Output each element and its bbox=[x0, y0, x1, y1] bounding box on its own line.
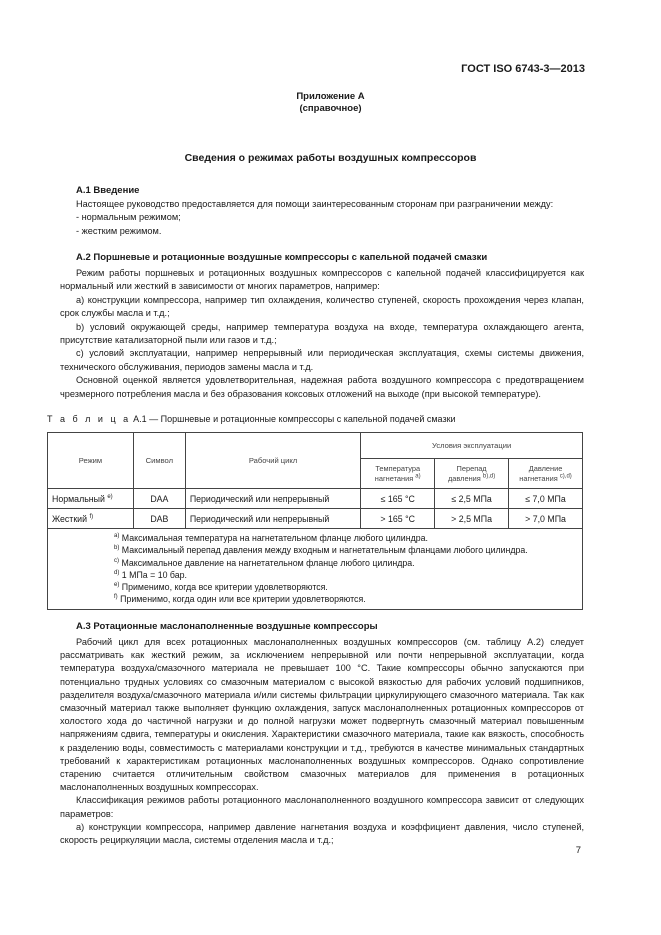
list-item: а) конструкции компрессора, например тип охлаждения, количество ступеней, скорость прохождения через клапан, срок службы масла и т.д.; bbox=[60, 294, 584, 319]
header-cycle: Рабочий цикл bbox=[185, 433, 360, 489]
list-item: b) условий окружающей среды, например температура воздуха на входе, температура охлаждающего агента, присутствие катализаторной пыли или газов и т.д.; bbox=[60, 321, 584, 346]
header-conditions: Условия эксплуатации bbox=[361, 433, 583, 459]
header-pressure-drop: Перепад давления $^{b),d)}$ bbox=[435, 459, 509, 489]
section-a3-heading: A.3 Ротационные маслонаполненные воздушные компрессоры bbox=[76, 621, 378, 632]
header-mode: Режим bbox=[48, 433, 134, 489]
table-note: $^{d)}$ 1 МПа = 10 бар. bbox=[114, 569, 187, 580]
list-item: а) конструкции компрессора, например давление нагнетания воздуха и коэффициент давления, число ступеней, скорость рециркуляции масла, системы отделения масла и т.д.; bbox=[60, 821, 584, 846]
list-item: - жестким режимом. bbox=[76, 225, 162, 236]
section-a2-heading: A.2 Поршневые и ротационные воздушные компрессоры с капельной подачей смазки bbox=[76, 252, 488, 263]
header-temperature: Температура нагнетания $^{а)}$ bbox=[361, 459, 435, 489]
appendix-title: Приложение А bbox=[296, 91, 365, 102]
header-symbol: Символ bbox=[133, 433, 185, 489]
section-a1-heading: A.1 Введение bbox=[76, 185, 140, 196]
section-a1-paragraph: Настоящее руководство предоставляется для помощи заинтересованным сторонам при разграничении между: bbox=[76, 199, 554, 209]
cell-temperature: ≤ 165 °С bbox=[361, 489, 435, 509]
cell-temperature: > 165 °С bbox=[361, 509, 435, 529]
section-a1-body bbox=[60, 198, 584, 238]
list-item: c) условий эксплуатации, например непрерывный или периодическая эксплуатация, схемы системы движения, технического обслуживания, периодов замены масла и т.д. bbox=[60, 348, 584, 372]
cell-mode: Жесткий $^{f)}$ bbox=[48, 509, 134, 529]
cell-pressure: ≤ 7,0 МПа bbox=[509, 489, 583, 509]
cell-symbol: DAA bbox=[133, 489, 185, 509]
table-caption: Т а б л и ц а A.1 — Поршневые и ротационные компрессоры с капельной подачей смазки bbox=[47, 414, 456, 424]
table-note: $^{f)}$ Применимо, когда один или все критерии удовлетворяются. bbox=[114, 594, 366, 605]
section-a3-paragraph: Рабочий цикл для всех ротационных маслонаполненных воздушных компрессоров (см. таблицу А.2) следует рассматривать как жесткий режим, за исключением непрерывной или почти непрерывной эксплуатации, когда температура воздуха/смазочного материала не превышает 100 °С. Такие компрессоры обычно запускаются при потенциально трудных условиях со смазочным материалом с высокой вязкостью для рабочих условий подшипников, разделителя воздуха/смазочного материала и/или системы фильтрации циркулирующего смазочного материала. Так как смазочный материал также выполняет функцию охлаждения, запуск маслонаполненных ротационных компрессоров от холостого хода до частичной нагрузки и до полной нагрузки может подвергнуть смазочный материал повышенным напряжениям сдвига, температуры и окисления. Характеристики смазочного материала, такие как вязкость, способность к разделению воды, совместимость с материалами конструкции и т.д., требуются в качестве минимальных стандартных требований к характеристикам ротационных маслонаполненных воздушных компрессоров. Однако сопротивление старению считается отличительным свойством смазочных материалов для применения в ротационных маслонаполненных воздушных компрессорах. bbox=[60, 637, 584, 793]
section-a2-body bbox=[60, 267, 584, 401]
header-pressure: Давление нагнетания $^{c),d)}$ bbox=[509, 459, 583, 489]
section-a3-paragraph: Классификация режимов работы ротационного маслонаполненного воздушного компрессора зависит от следующих параметров: bbox=[60, 795, 584, 819]
table-note: $^{c)}$ Максимальное давление на нагнетательном фланце любого цилиндра. bbox=[114, 557, 415, 568]
cell-cycle: Периодический или непрерывный bbox=[185, 489, 360, 509]
table-row bbox=[48, 509, 583, 529]
cell-symbol: DAB bbox=[133, 509, 185, 529]
page-number: 7 bbox=[575, 845, 581, 856]
table-note: $^{b)}$ Максимальный перепад давления между входным и нагнетательным фланцами любого цилиндра. bbox=[114, 545, 528, 556]
modes-table bbox=[47, 432, 583, 610]
section-a2-paragraph: Режим работы поршневых и ротационных воздушных компрессоров с капельной подачей классифицируется как нормальный или жесткий в зависимости от многих параметров, например: bbox=[60, 268, 584, 292]
main-title: Сведения о режимах работы воздушных компрессоров bbox=[184, 152, 477, 164]
table-notes bbox=[48, 529, 583, 610]
table-row bbox=[48, 489, 583, 509]
cell-pressure: > 7,0 МПа bbox=[509, 509, 583, 529]
section-a3-body bbox=[60, 636, 584, 847]
cell-cycle: Периодический или непрерывный bbox=[185, 509, 360, 529]
table-note: $^{a)}$ Максимальная температура на нагнетательном фланце любого цилиндра. bbox=[114, 533, 428, 543]
standard-number: ГОСТ ISO 6743-3—2013 bbox=[461, 63, 585, 75]
appendix-subtitle: (справочное) bbox=[299, 103, 362, 114]
cell-mode: Нормальный $^{е)}$ bbox=[48, 489, 134, 509]
section-a2-paragraph: Основной оценкой является удовлетворительная, надежная работа воздушного компрессора с предотвращением чрезмерного потребления масла и без образования коксовых отложений на выходе (при высокой температуре). bbox=[60, 375, 584, 399]
cell-pressure-drop: > 2,5 МПа bbox=[435, 509, 509, 529]
table-note: $^{e)}$ Применимо, когда все критерии удовлетворяются. bbox=[114, 582, 328, 593]
cell-pressure-drop: ≤ 2,5 МПа bbox=[435, 489, 509, 509]
list-item: - нормальным режимом; bbox=[76, 212, 181, 223]
